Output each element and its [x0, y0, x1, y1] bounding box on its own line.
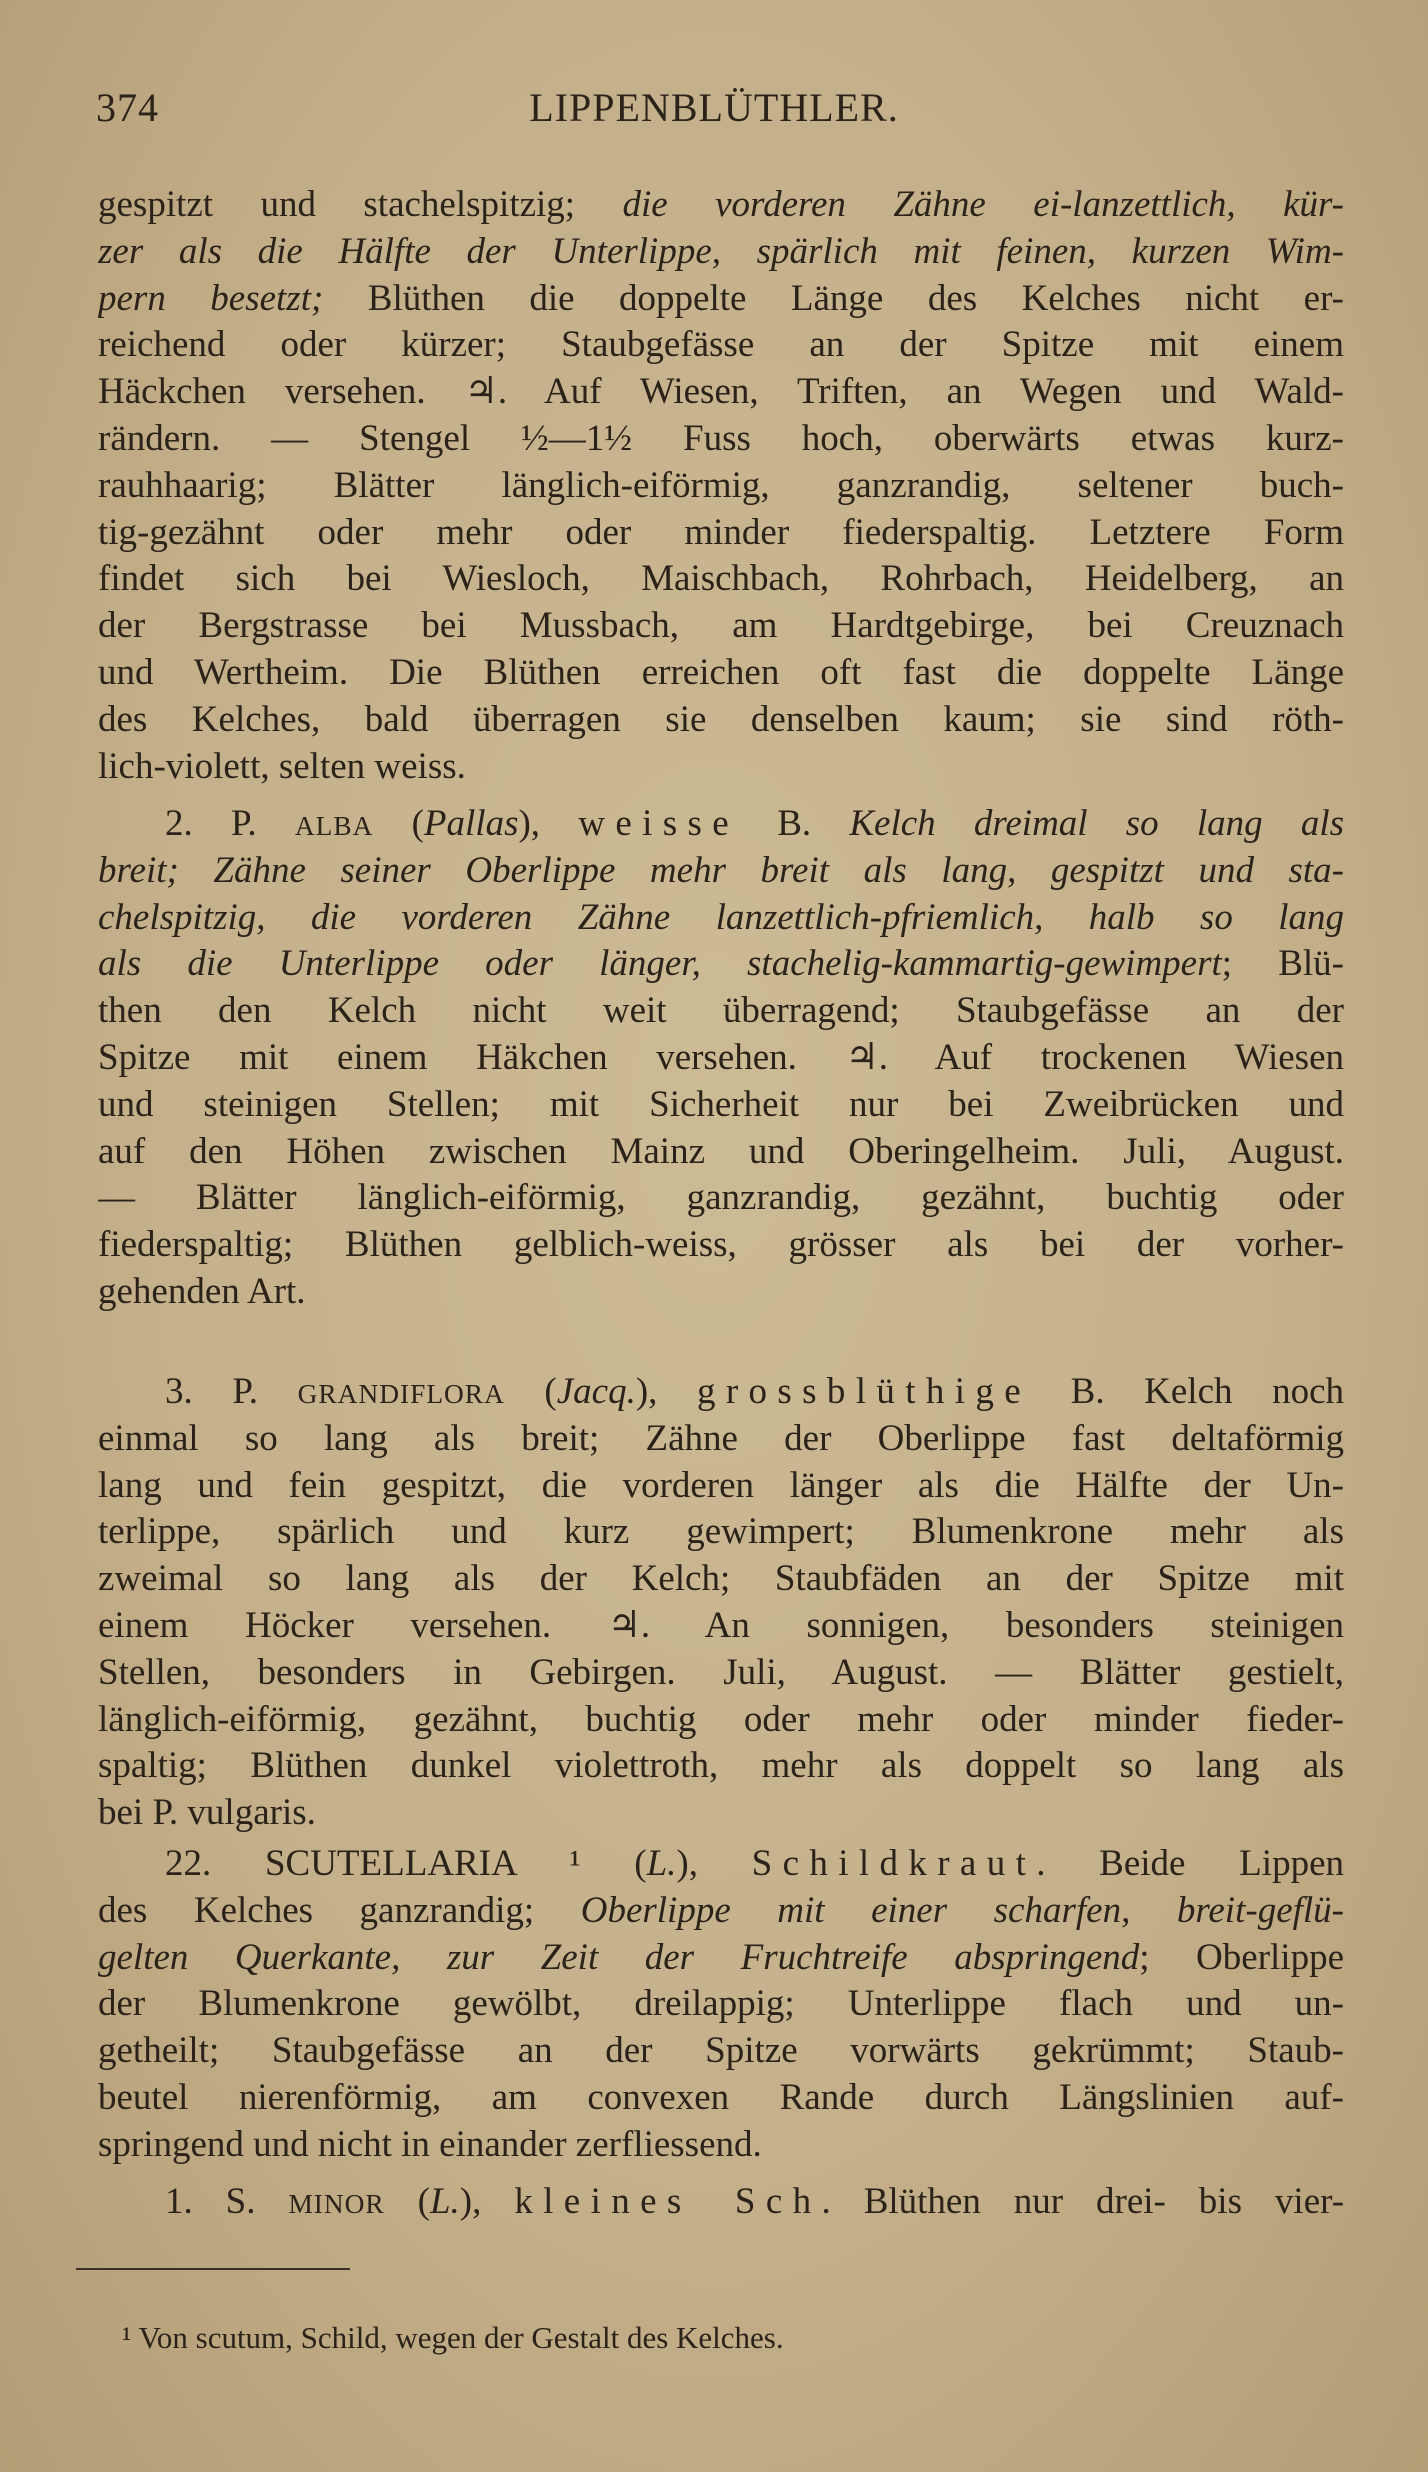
- text-segment: Blüthen die doppelte Länge des Kelches nicht er-: [323, 277, 1344, 319]
- species-name: ALBA: [294, 811, 374, 841]
- italic-text: gelten Querkante, zur Zeit der Fruchtreife abspringend: [98, 1936, 1140, 1978]
- common-name: kleines Sch: [514, 2181, 822, 2222]
- page-number: 374: [96, 85, 159, 130]
- text-line: [98, 1743, 1344, 1790]
- text-line: [98, 1981, 1344, 2028]
- text-segment: rauhhaarig; Blätter länglich-eiförmig, ganzrandig, seltener buch-: [98, 464, 1344, 506]
- text-segment: ),: [635, 1371, 698, 1412]
- paragraph-scutellaria: [98, 1841, 1344, 2169]
- text-line: [98, 1888, 1344, 1935]
- paragraph-s-minor: [98, 2179, 1344, 2226]
- text-line: [98, 510, 1344, 557]
- text-segment: B. Kelch noch: [1031, 1371, 1344, 1412]
- text-segment: (: [504, 1371, 557, 1412]
- text-segment: findet sich bei Wiesloch, Maischbach, Rohrbach, Heidelberg, an: [98, 558, 1344, 600]
- text-segment: einmal so lang als breit; Zähne der Oberlippe fast deltaförmig: [98, 1417, 1344, 1459]
- text-segment: Spitze mit einem Häkchen versehen. ♃. Auf trockenen Wiesen: [98, 1036, 1344, 1078]
- text-segment: . Blüthen nur drei- bis vier-: [821, 2181, 1344, 2222]
- text-line: [98, 1129, 1344, 1176]
- italic-text: zer als die Hälfte der Unterlippe, spärlich mit feinen, kurzen Wim-: [98, 230, 1344, 272]
- text-segment: springend und nicht in einander zerfliessend.: [98, 2123, 762, 2165]
- text-line: [98, 801, 1344, 848]
- common-name: weisse: [578, 803, 740, 844]
- text-line: [98, 1841, 1344, 1888]
- text-line: [98, 603, 1344, 650]
- text-line: [98, 650, 1344, 697]
- italic-text: L.: [429, 2181, 460, 2222]
- text-segment: Häckchen versehen. ♃. Auf Wiesen, Triften, an Wegen und Wald-: [98, 371, 1344, 413]
- text-line: [98, 2028, 1344, 2075]
- text-segment: ),: [676, 1843, 752, 1884]
- text-line: [98, 1416, 1344, 1463]
- italic-text: L.: [646, 1843, 677, 1884]
- text-segment: reichend oder kürzer; Staubgefässe an der Spitze mit einem: [98, 324, 1344, 366]
- species-name: GRANDIFLORA: [297, 1379, 505, 1409]
- text-line: [98, 2122, 1344, 2169]
- text-line: [98, 1175, 1344, 1222]
- paragraph-continued: [98, 182, 1344, 790]
- italic-text: pern besetzt;: [98, 277, 324, 319]
- text-segment: Stellen, besonders in Gebirgen. Juli, August. — Blätter gestielt,: [98, 1651, 1344, 1693]
- text-line: [98, 416, 1344, 463]
- text-line: [98, 848, 1344, 895]
- text-segment: — Blätter länglich-eiförmig, ganzrandig, gezähnt, buchtig oder: [98, 1177, 1344, 1219]
- text-segment: einem Höcker versehen. ♃. An sonnigen, besonders steinigen: [98, 1604, 1344, 1646]
- text-segment: ),: [518, 803, 579, 844]
- text-segment: B.: [739, 803, 850, 844]
- text-line: [98, 1650, 1344, 1697]
- italic-text: Jacq.: [556, 1371, 636, 1412]
- text-line: [98, 2179, 1344, 2226]
- text-line: [98, 1603, 1344, 1650]
- text-line: [98, 744, 1344, 791]
- text-line: [98, 1222, 1344, 1269]
- italic-text: Kelch dreimal so lang als: [849, 803, 1344, 844]
- text-segment: ; Blü-: [1221, 943, 1344, 985]
- text-line: [98, 1556, 1344, 1603]
- text-segment: . Beide Lippen: [1036, 1843, 1344, 1884]
- text-segment: lich-violett, selten weiss.: [98, 745, 466, 787]
- paragraph-p-alba: [98, 801, 1344, 1316]
- text-segment: länglich-eiförmig, gezähnt, buchtig oder mehr oder minder fieder-: [98, 1698, 1344, 1740]
- text-line: [98, 895, 1344, 942]
- paragraph-p-grandiflora: [98, 1369, 1344, 1837]
- text-segment: tig-gezähnt oder mehr oder minder fiederspaltig. Letztere Form: [98, 511, 1344, 553]
- text-segment: und Wertheim. Die Blüthen erreichen oft fast die doppelte Länge: [98, 651, 1344, 693]
- text-line: [98, 988, 1344, 1035]
- text-line: [98, 1369, 1344, 1416]
- running-title: LIPPENBLÜTHLER.: [529, 85, 899, 130]
- text-segment: lang und fein gespitzt, die vorderen länger als die Hälfte der Un-: [98, 1464, 1344, 1506]
- text-segment: 1. S.: [165, 2181, 289, 2222]
- text-line: [98, 322, 1344, 369]
- italic-text: die vorderen Zähne ei-lanzettlich, kür-: [622, 184, 1344, 225]
- text-line: [98, 1035, 1344, 1082]
- common-name: Schildkraut: [751, 1843, 1037, 1884]
- text-line: [98, 2075, 1344, 2122]
- text-segment: (: [384, 2181, 430, 2222]
- text-segment: spaltig; Blüthen dunkel violettroth, mehr als doppelt so lang als: [98, 1745, 1344, 1787]
- text-line: [98, 1790, 1344, 1837]
- text-line: [98, 1082, 1344, 1129]
- italic-text: Pallas: [423, 803, 519, 844]
- text-segment: des Kelches ganzrandig;: [98, 1889, 581, 1931]
- text-line: [98, 182, 1344, 229]
- text-segment: terlippe, spärlich und kurz gewimpert; Blumenkrone mehr als: [98, 1511, 1344, 1553]
- footnote: ¹ Von scutum, Schild, wegen der Gestalt des Kelches.: [122, 2320, 784, 2355]
- text-segment: ),: [459, 2181, 515, 2222]
- italic-text: Oberlippe mit einer scharfen, breit-geflü-: [580, 1889, 1344, 1931]
- text-segment: fiederspaltig; Blüthen gelblich-weiss, grösser als bei der vorher-: [98, 1224, 1344, 1266]
- text-segment: 3. P.: [165, 1371, 298, 1412]
- text-segment: gespitzt und stachelspitzig;: [98, 184, 623, 225]
- text-line: [98, 556, 1344, 603]
- italic-text: als die Unterlippe oder länger, stachelig-kammartig-gewimpert: [98, 943, 1222, 985]
- text-segment: rändern. — Stengel ½—1½ Fuss hoch, oberwärts etwas kurz-: [98, 417, 1344, 459]
- text-segment: ; Oberlippe: [1139, 1936, 1344, 1978]
- text-segment: der Blumenkrone gewölbt, dreilappig; Unterlippe flach und un-: [98, 1983, 1344, 2025]
- footnote-divider: [76, 2268, 350, 2270]
- text-segment: zweimal so lang als der Kelch; Staubfäden an der Spitze mit: [98, 1558, 1344, 1600]
- text-segment: (: [373, 803, 424, 844]
- text-segment: 22. SCUTELLARIA ¹ (: [165, 1843, 647, 1884]
- text-line: [98, 463, 1344, 510]
- text-segment: beutel nierenförmig, am convexen Rande durch Längslinien auf-: [98, 2076, 1344, 2118]
- text-segment: bei P. vulgaris.: [98, 1792, 316, 1834]
- text-segment: getheilt; Staubgefässe an der Spitze vorwärts gekrümmt; Staub-: [98, 2030, 1344, 2072]
- text-line: [98, 1697, 1344, 1744]
- text-line: [98, 697, 1344, 744]
- text-line: [98, 1509, 1344, 1556]
- text-segment: then den Kelch nicht weit überragend; Staubgefässe an der: [98, 990, 1344, 1032]
- common-name: grossblüthige: [697, 1371, 1032, 1412]
- text-line: [98, 369, 1344, 416]
- text-line: [98, 1269, 1344, 1316]
- text-segment: gehenden Art.: [98, 1270, 306, 1312]
- text-line: [98, 276, 1344, 323]
- italic-text: breit; Zähne seiner Oberlippe mehr breit als lang, gespitzt und sta-: [98, 849, 1344, 891]
- text-line: [98, 1935, 1344, 1982]
- text-segment: des Kelches, bald überragen sie denselben kaum; sie sind röth-: [98, 698, 1344, 740]
- text-segment: 2. P.: [165, 803, 295, 844]
- text-segment: und steinigen Stellen; mit Sicherheit nur bei Zweibrücken und: [98, 1083, 1344, 1125]
- text-segment: auf den Höhen zwischen Mainz und Oberingelheim. Juli, August.: [98, 1130, 1344, 1172]
- text-line: [98, 1463, 1344, 1510]
- species-name: MINOR: [288, 2189, 385, 2219]
- text-line: [98, 229, 1344, 276]
- text-segment: der Bergstrasse bei Mussbach, am Hardtgebirge, bei Creuznach: [98, 605, 1344, 647]
- text-line: [98, 941, 1344, 988]
- italic-text: chelspitzig, die vorderen Zähne lanzettlich-pfriemlich, halb so lang: [98, 896, 1344, 938]
